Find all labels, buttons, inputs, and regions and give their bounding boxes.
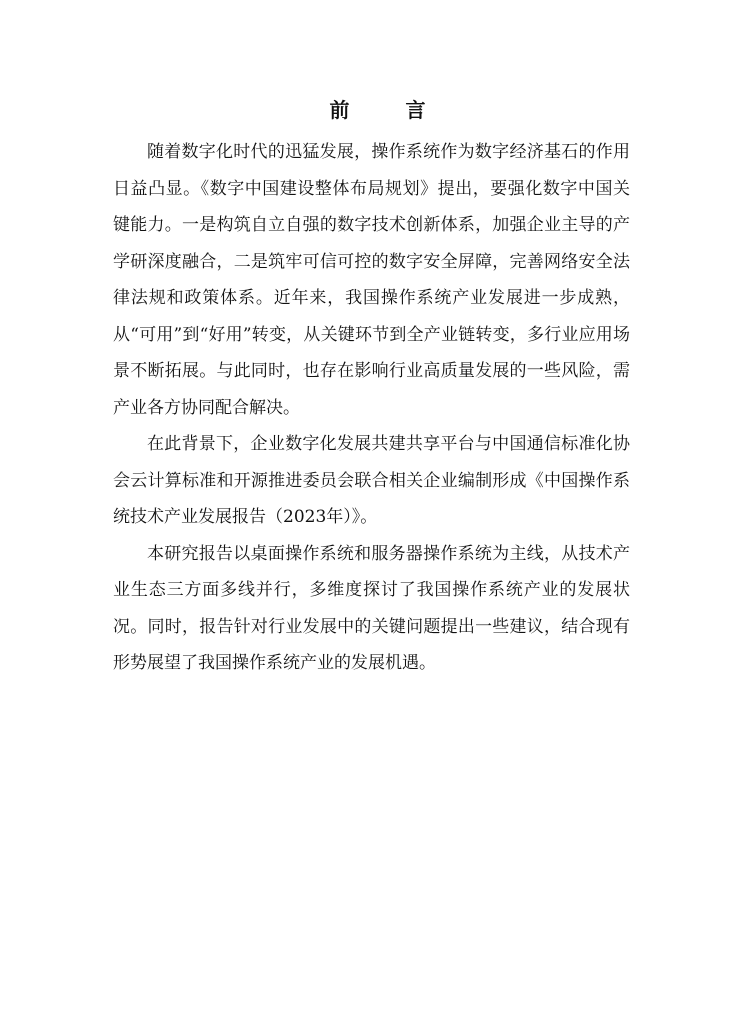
paragraph-2: 在此背景下，企业数字化发展共建共享平台与中国通信标准化协会云计算标准和开源推进委员会联合相关企业编制形成《中国操作系统技术产业发展报告（2023年）》。 [113, 434, 630, 527]
paragraph-3: 本研究报告以桌面操作系统和服务器操作系统为主线，从技术产业生态三方面多线并行，多维度探讨了我国操作系统产业的发展状况。同时，报告针对行业发展中的关键问题提出一些建议，结合现有形势展望了我国操作系统产业的发展机遇。 [113, 543, 630, 673]
page-title: 前 言 [329, 98, 444, 122]
body-text [113, 134, 630, 682]
paragraph-1: 随着数字化时代的迅猛发展，操作系统作为数字经济基石的作用日益凸显。《数字中国建设整体布局规划》提出，要强化数字中国关键能力。一是构筑自立自强的数字技术创新体系，加强企业主导的产学研深度融合，二是筑牢可信可控的数字安全屏障，完善网络安全法律法规和政策体系。近年来，我国操作系统产业发展进一步成熟，从“可用”到“好用”转变，从关键环节到全产业链转变，多行业应用场景不断拓展。与此同时，也存在影响行业高质量发展的一些风险，需产业各方协同配合解决。 [113, 142, 630, 418]
